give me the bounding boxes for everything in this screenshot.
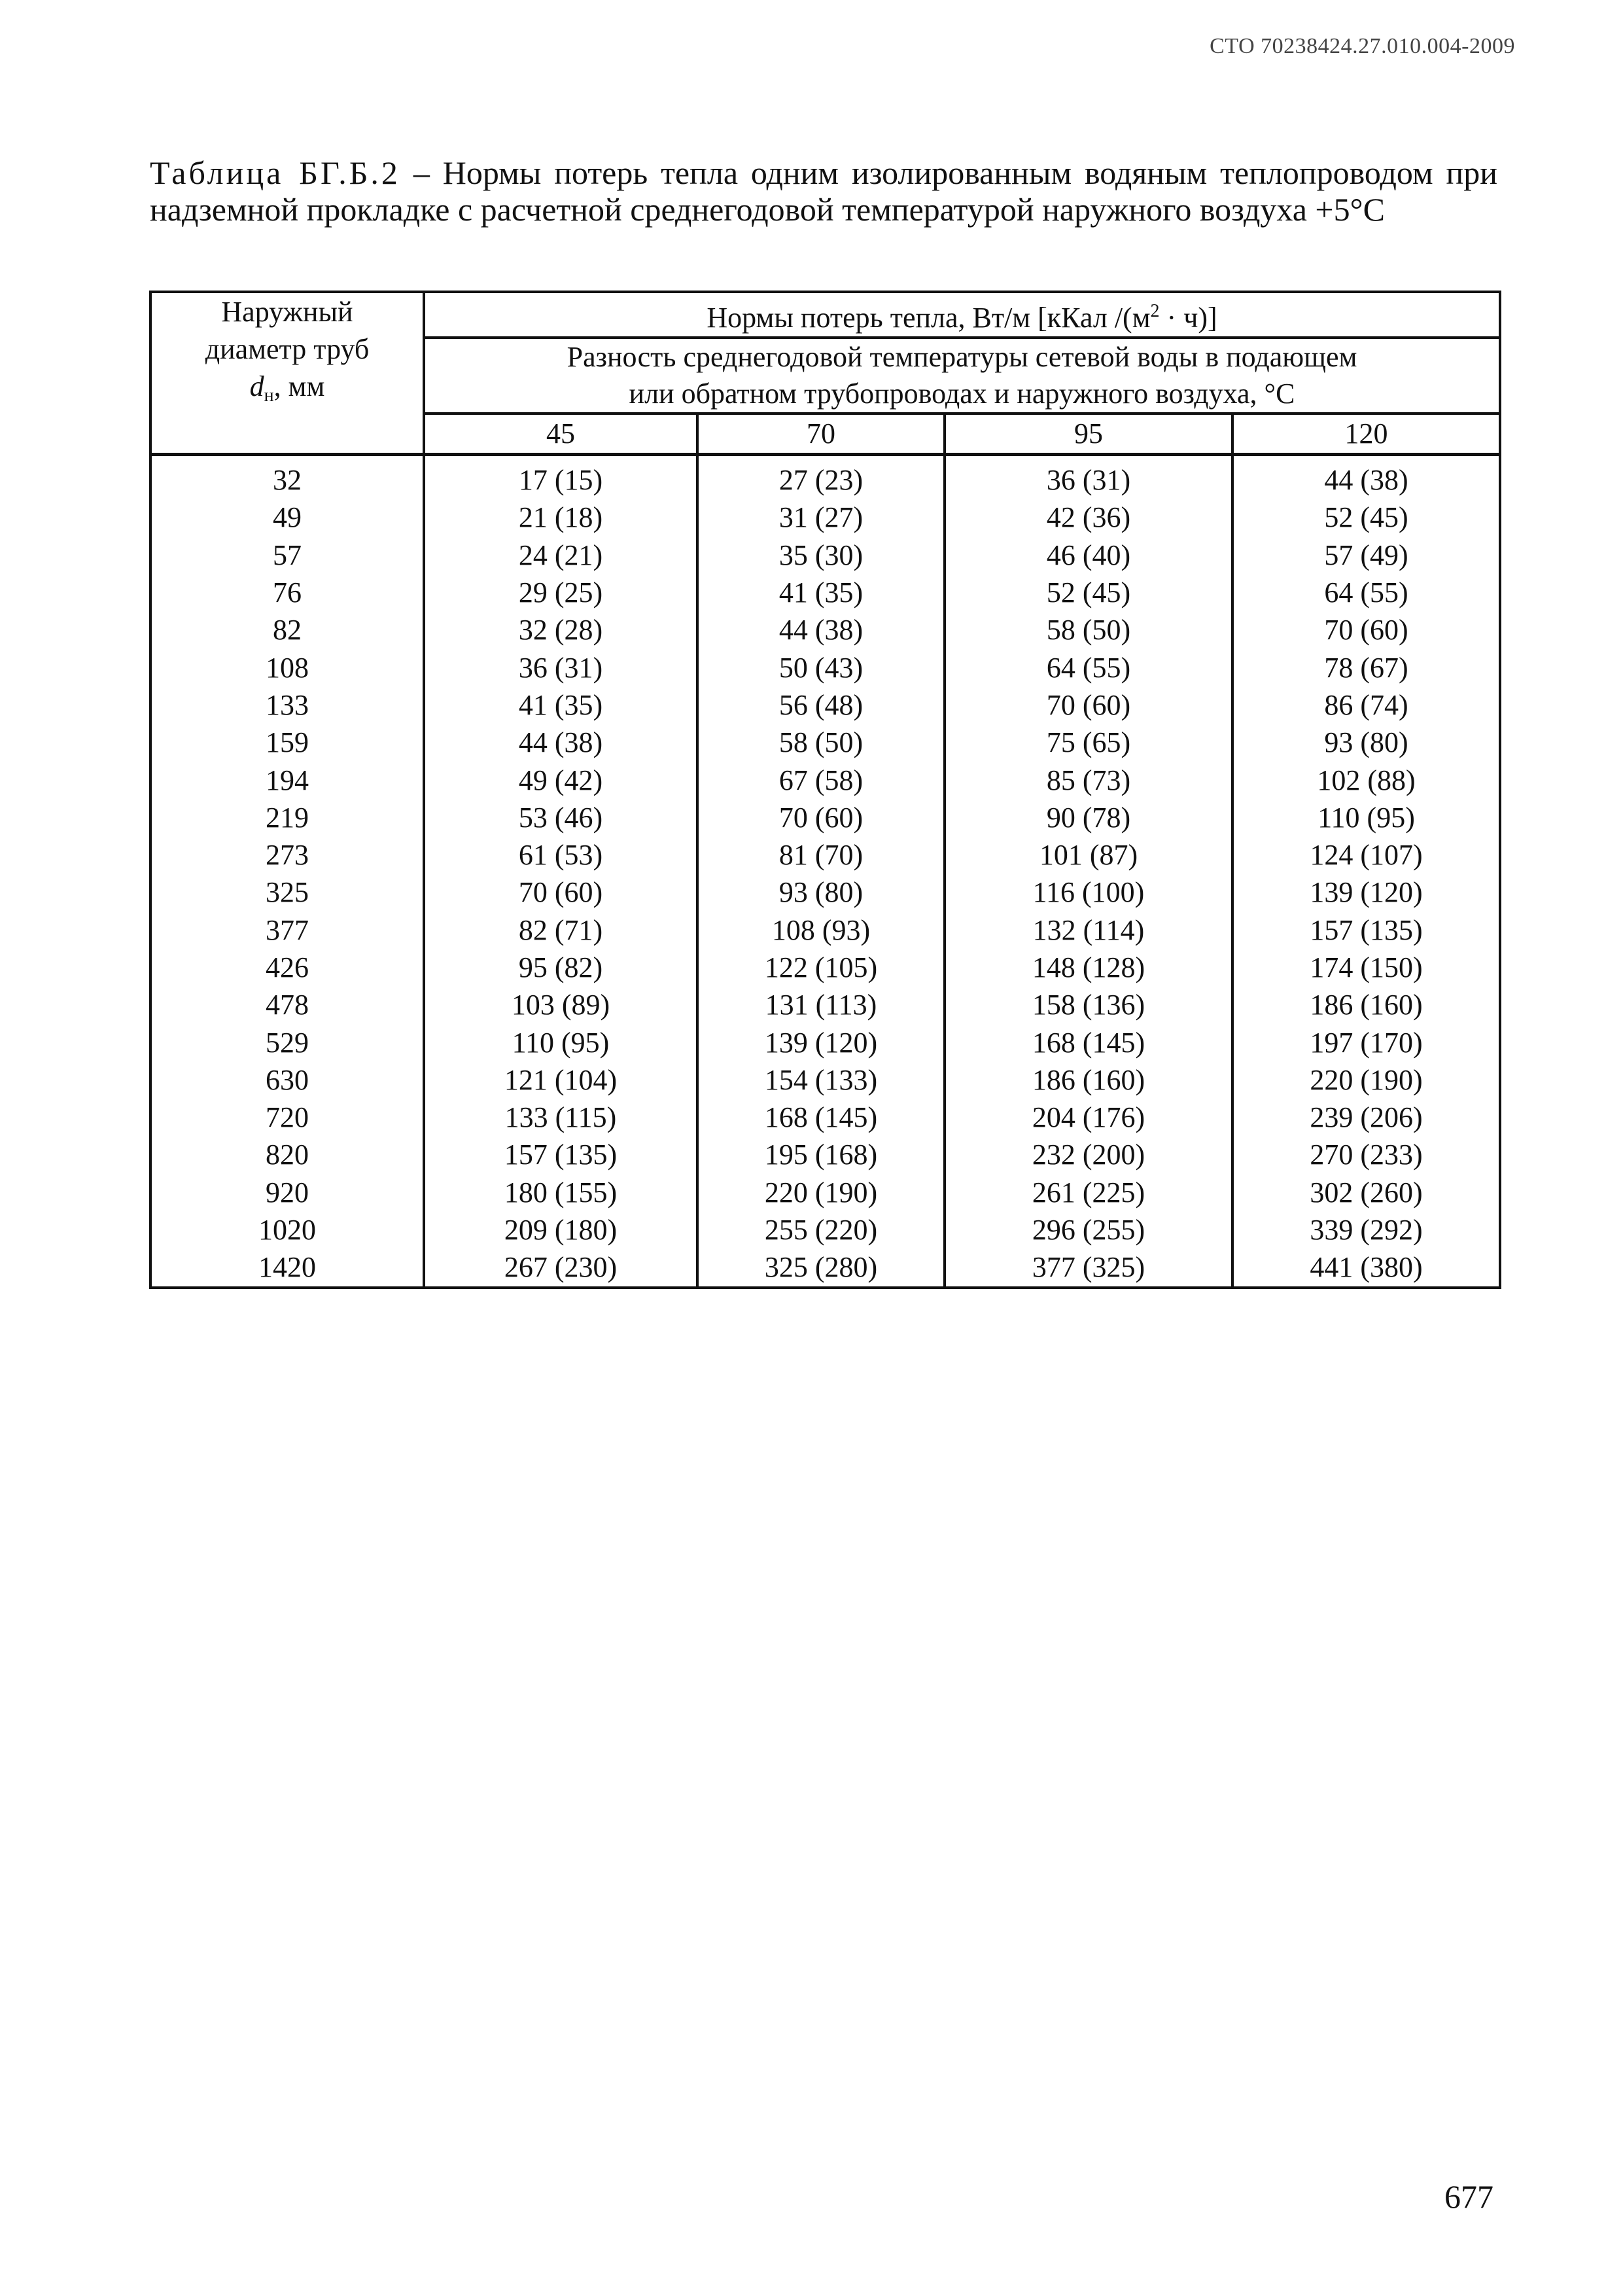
- loss-cell-95: 101 (87): [945, 836, 1232, 874]
- loss-cell-95: 42 (36): [945, 499, 1232, 536]
- pipe-diameter-cell: 1020: [150, 1211, 424, 1248]
- temperature-difference-header-line1: Разность среднегодовой температуры сетевой воды в подающем: [567, 341, 1357, 373]
- loss-cell-45: 70 (60): [424, 874, 697, 911]
- loss-cell-70: 93 (80): [697, 874, 945, 911]
- loss-cell-45: 95 (82): [424, 949, 697, 986]
- loss-cell-70: 27 (23): [697, 455, 945, 499]
- loss-cell-120: 78 (67): [1232, 648, 1500, 686]
- loss-cell-95: 186 (160): [945, 1061, 1232, 1099]
- table-row: [150, 986, 1500, 1023]
- diameter-unit: , мм: [273, 370, 325, 402]
- loss-cell-120: 44 (38): [1232, 455, 1500, 499]
- table-row: [150, 499, 1500, 536]
- heat-loss-norms-header: [424, 292, 1500, 338]
- table-caption-text: Нормы потерь тепла одним изолированным водяным теплопроводом при надземной прокладке с расчетной среднегодовой температурой наружного воздуха +5°С: [150, 154, 1498, 228]
- pipe-diameter-cell: 325: [150, 874, 424, 911]
- pipe-diameter-cell: 108: [150, 648, 424, 686]
- loss-cell-70: 50 (43): [697, 648, 945, 686]
- heat-loss-norms-header-tail: · ч)]: [1159, 302, 1217, 334]
- loss-cell-120: 52 (45): [1232, 499, 1500, 536]
- loss-cell-120: 197 (170): [1232, 1023, 1500, 1061]
- temperature-difference-header-line2: или обратном трубопроводах и наружного воздуха, °С: [629, 378, 1295, 410]
- pipe-diameter-cell: 49: [150, 499, 424, 536]
- loss-cell-70: 67 (58): [697, 761, 945, 798]
- page-number: 677: [1444, 2178, 1493, 2215]
- loss-cell-45: 267 (230): [424, 1248, 697, 1287]
- loss-cell-70: 108 (93): [697, 911, 945, 949]
- loss-cell-120: 220 (190): [1232, 1061, 1500, 1099]
- pipe-diameter-cell: 273: [150, 836, 424, 874]
- table-caption-dash: –: [413, 154, 430, 191]
- pipe-diameter-cell: 82: [150, 611, 424, 648]
- loss-cell-95: 158 (136): [945, 986, 1232, 1023]
- loss-cell-95: 232 (200): [945, 1136, 1232, 1173]
- pipe-diameter-cell: 133: [150, 686, 424, 724]
- loss-cell-95: 70 (60): [945, 686, 1232, 724]
- loss-cell-120: 441 (380): [1232, 1248, 1500, 1287]
- loss-cell-70: 131 (113): [697, 986, 945, 1023]
- table-row: [150, 537, 1500, 574]
- loss-cell-95: 75 (65): [945, 724, 1232, 761]
- loss-cell-70: 168 (145): [697, 1099, 945, 1136]
- loss-cell-120: 139 (120): [1232, 874, 1500, 911]
- pipe-diameter-cell: 159: [150, 724, 424, 761]
- loss-cell-70: 220 (190): [697, 1174, 945, 1211]
- pipe-diameter-cell: 478: [150, 986, 424, 1023]
- loss-cell-120: 302 (260): [1232, 1174, 1500, 1211]
- pipe-diameter-header-line2: диаметр труб: [205, 333, 370, 365]
- pipe-diameter-cell: 820: [150, 1136, 424, 1173]
- pipe-diameter-cell: 630: [150, 1061, 424, 1099]
- loss-cell-95: 58 (50): [945, 611, 1232, 648]
- temp-header-70: 70: [697, 414, 945, 455]
- table-row: [150, 1061, 1500, 1099]
- loss-cell-70: 44 (38): [697, 611, 945, 648]
- loss-cell-45: 103 (89): [424, 986, 697, 1023]
- table-body: [150, 455, 1500, 1288]
- loss-cell-95: 52 (45): [945, 574, 1232, 611]
- table-row: [150, 1248, 1500, 1287]
- loss-cell-95: 377 (325): [945, 1248, 1232, 1287]
- table-row: [150, 1136, 1500, 1173]
- loss-cell-45: 61 (53): [424, 836, 697, 874]
- table-row: [150, 686, 1500, 724]
- table-row: [150, 799, 1500, 836]
- loss-cell-45: 110 (95): [424, 1023, 697, 1061]
- heat-loss-norms-table: [149, 291, 1501, 1289]
- table-row: [150, 911, 1500, 949]
- table-row: [150, 949, 1500, 986]
- loss-cell-95: 64 (55): [945, 648, 1232, 686]
- loss-cell-120: 70 (60): [1232, 611, 1500, 648]
- loss-cell-45: 17 (15): [424, 455, 697, 499]
- diameter-symbol-subscript: н: [264, 385, 274, 406]
- loss-cell-45: 157 (135): [424, 1136, 697, 1173]
- table-row: [150, 455, 1500, 499]
- loss-cell-120: 102 (88): [1232, 761, 1500, 798]
- loss-cell-95: 116 (100): [945, 874, 1232, 911]
- loss-cell-45: 32 (28): [424, 611, 697, 648]
- loss-cell-45: 44 (38): [424, 724, 697, 761]
- loss-cell-120: 339 (292): [1232, 1211, 1500, 1248]
- pipe-diameter-cell: 57: [150, 537, 424, 574]
- table-caption: [150, 154, 1497, 228]
- loss-cell-45: 180 (155): [424, 1174, 697, 1211]
- pipe-diameter-cell: 529: [150, 1023, 424, 1061]
- temp-header-120: 120: [1232, 414, 1500, 455]
- loss-cell-45: 41 (35): [424, 686, 697, 724]
- loss-cell-45: 53 (46): [424, 799, 697, 836]
- table-row: [150, 874, 1500, 911]
- loss-cell-95: 168 (145): [945, 1023, 1232, 1061]
- temperature-difference-header: [424, 338, 1500, 414]
- pipe-diameter-cell: 426: [150, 949, 424, 986]
- loss-cell-120: 64 (55): [1232, 574, 1500, 611]
- loss-cell-120: 124 (107): [1232, 836, 1500, 874]
- table-header: [150, 292, 1500, 455]
- table-row: [150, 1023, 1500, 1061]
- loss-cell-120: 86 (74): [1232, 686, 1500, 724]
- loss-cell-120: 110 (95): [1232, 799, 1500, 836]
- loss-cell-95: 90 (78): [945, 799, 1232, 836]
- loss-cell-70: 81 (70): [697, 836, 945, 874]
- pipe-diameter-cell: 194: [150, 761, 424, 798]
- pipe-diameter-cell: 32: [150, 455, 424, 499]
- table-row: [150, 611, 1500, 648]
- table-row: [150, 1099, 1500, 1136]
- table-row: [150, 1211, 1500, 1248]
- pipe-diameter-cell: 920: [150, 1174, 424, 1211]
- loss-cell-120: 174 (150): [1232, 949, 1500, 986]
- loss-cell-45: 24 (21): [424, 537, 697, 574]
- loss-cell-95: 132 (114): [945, 911, 1232, 949]
- pipe-diameter-cell: 1420: [150, 1248, 424, 1287]
- loss-cell-95: 46 (40): [945, 537, 1232, 574]
- loss-cell-95: 204 (176): [945, 1099, 1232, 1136]
- pipe-diameter-header-line1: Наружный: [221, 296, 353, 328]
- loss-cell-45: 49 (42): [424, 761, 697, 798]
- loss-cell-45: 121 (104): [424, 1061, 697, 1099]
- loss-cell-120: 157 (135): [1232, 911, 1500, 949]
- loss-cell-70: 31 (27): [697, 499, 945, 536]
- pipe-diameter-header: [150, 292, 424, 455]
- loss-cell-70: 35 (30): [697, 537, 945, 574]
- loss-cell-120: 186 (160): [1232, 986, 1500, 1023]
- pipe-diameter-cell: 720: [150, 1099, 424, 1136]
- loss-cell-120: 270 (233): [1232, 1136, 1500, 1173]
- loss-cell-45: 36 (31): [424, 648, 697, 686]
- heat-loss-norms-header-text: Нормы потерь тепла, Вт/м [кКал /(м: [707, 302, 1151, 334]
- temp-header-95: 95: [945, 414, 1232, 455]
- diameter-symbol: d: [249, 370, 264, 402]
- loss-cell-45: 82 (71): [424, 911, 697, 949]
- table-row: [150, 761, 1500, 798]
- table-row: [150, 836, 1500, 874]
- loss-cell-70: 325 (280): [697, 1248, 945, 1287]
- loss-cell-70: 154 (133): [697, 1061, 945, 1099]
- table-row: [150, 1174, 1500, 1211]
- loss-cell-45: 133 (115): [424, 1099, 697, 1136]
- loss-cell-95: 85 (73): [945, 761, 1232, 798]
- loss-cell-95: 148 (128): [945, 949, 1232, 986]
- loss-cell-70: 195 (168): [697, 1136, 945, 1173]
- loss-cell-70: 58 (50): [697, 724, 945, 761]
- loss-cell-95: 296 (255): [945, 1211, 1232, 1248]
- loss-cell-120: 239 (206): [1232, 1099, 1500, 1136]
- pipe-diameter-cell: 377: [150, 911, 424, 949]
- loss-cell-120: 93 (80): [1232, 724, 1500, 761]
- loss-cell-95: 36 (31): [945, 455, 1232, 499]
- loss-cell-70: 139 (120): [697, 1023, 945, 1061]
- temp-header-45: 45: [424, 414, 697, 455]
- loss-cell-45: 21 (18): [424, 499, 697, 536]
- loss-cell-70: 70 (60): [697, 799, 945, 836]
- loss-cell-45: 209 (180): [424, 1211, 697, 1248]
- table-row: [150, 724, 1500, 761]
- loss-cell-95: 261 (225): [945, 1174, 1232, 1211]
- document-code: СТО 70238424.27.010.004-2009: [1210, 34, 1515, 58]
- heat-loss-norms-header-superscript: 2: [1150, 301, 1160, 321]
- loss-cell-45: 29 (25): [424, 574, 697, 611]
- pipe-diameter-cell: 76: [150, 574, 424, 611]
- loss-cell-70: 255 (220): [697, 1211, 945, 1248]
- table-row: [150, 648, 1500, 686]
- loss-cell-120: 57 (49): [1232, 537, 1500, 574]
- pipe-diameter-cell: 219: [150, 799, 424, 836]
- table-caption-label: Таблица БГ.Б.2: [150, 154, 400, 191]
- loss-cell-70: 41 (35): [697, 574, 945, 611]
- loss-cell-70: 122 (105): [697, 949, 945, 986]
- loss-cell-70: 56 (48): [697, 686, 945, 724]
- table-row: [150, 574, 1500, 611]
